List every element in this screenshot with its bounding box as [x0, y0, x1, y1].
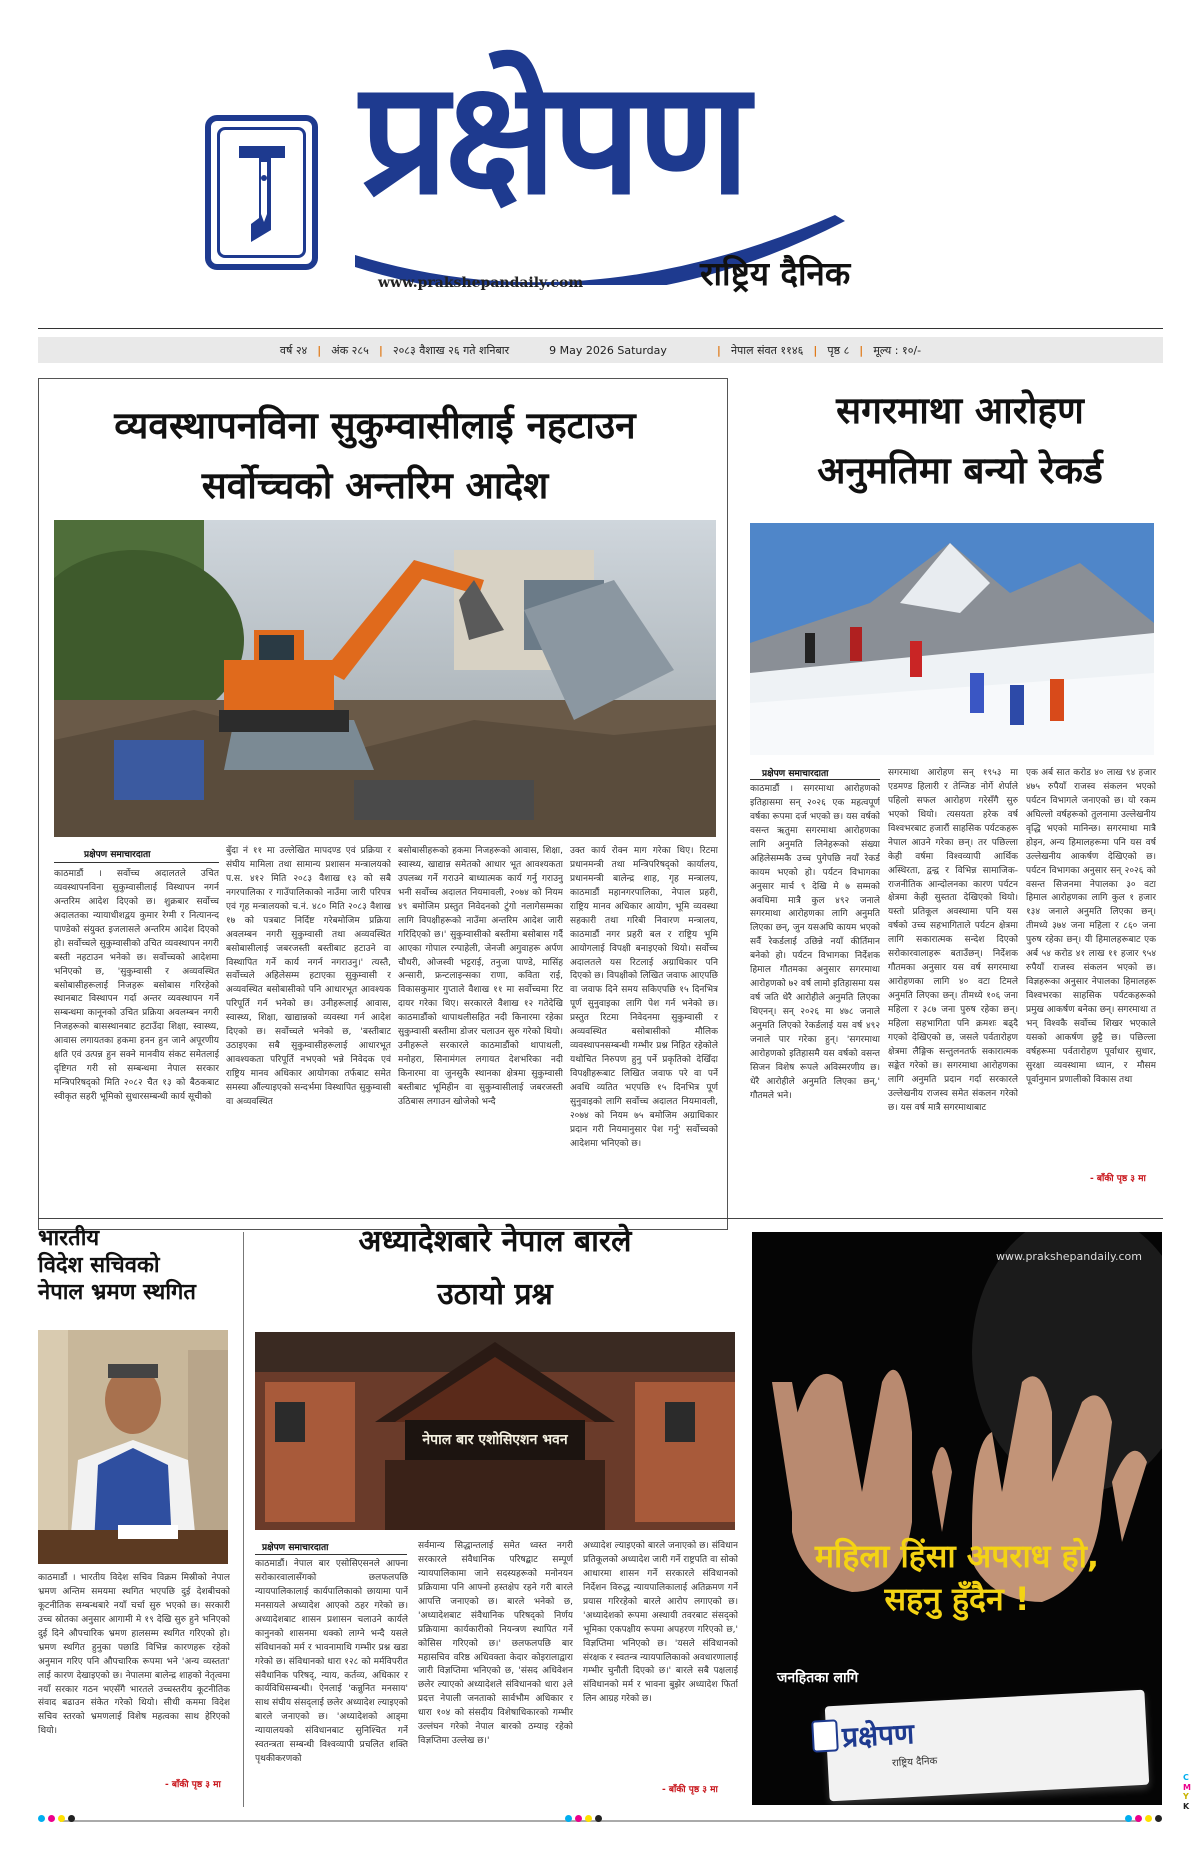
price: मूल्य : १०/- [873, 343, 922, 357]
lead-byline: प्रक्षेपण समाचारदाता [84, 850, 151, 860]
column-rule [243, 1232, 244, 1807]
fs-headline-line2[interactable]: विदेश सचिवको [38, 1252, 160, 1278]
lead-photo-excavator[interactable] [54, 520, 716, 837]
lead-column-4: उक्त कार्य रोक्न माग गरेका थिए। रिटमा प्रधानमन्त्री तथा मन्त्रिपरिषद्को कार्यालय, प्रधानमन्त्री बालेन्द्र शाह, गृह मन्त्रालय, काठमाडौं महानगरपालिका, नेपाल प्रहरी, राष्ट्रिय मानव अधिकार आयोग, भूमि व्यवस्था सहकारी तथा गरिबी निवारण मन्त्रालय, काठमाडौं नगर प्रहरी बल र राष्ट्रिय भूमि आयोगलाई विपक्षी बनाइएको थियो। सर्वोच्च अदालतले यस रिटलाई अग्राधिकार पनि दिएको छ। विपक्षीको लिखित जवाफ आएपछि वा जवाफ दिने समय सकिएपछि १५ दिनभित्र पूर्ण सुनुवाइका लागि पेश गर्न भनेको छ। प्रस्तुत रिटमा निवेदनमा सुकुम्वासी र अव्यवस्थित बसोबासीको मौलिक व्यवस्थापनसम्बन्धी गम्भीर प्रश्न निहित रहेकोले यथोचित निरुपण हुनु पर्ने प्रकृतिको देखिँदा विपक्षीहरूबाट लिखित जवाफ परे वा पर्ने अवधि व्यतित भएपछि १५ दिनभित्र पूर्ण सुनुवाइको लागि सर्वोच्च अदालत नियमावली, २०७४ को नियम ७५ बमोजिम अग्राधिकार प्रदान गरी नियमानुसार पेश गर्नु' सर्वोच्चको आदेशमा भनिएको छ। [570, 846, 718, 1149]
fs-headline-line3[interactable]: नेपाल भ्रमण स्थगित [38, 1279, 196, 1305]
newspaper-logo-icon [811, 1719, 839, 1752]
separator: | [716, 343, 721, 357]
everest-headline-line2[interactable]: अनुमतिमा बन्यो रेकर्ड [817, 448, 1103, 492]
separator: | [317, 343, 322, 357]
public-service-ad[interactable] [752, 1232, 1162, 1805]
everest-column-3: एक अर्ब सात करोड ४० लाख ९४ हजार ४७५ रुपैयाँ राजस्व संकलन भएको पर्यटन विभागले जनाएको छ। यो रकम अघिल्लो वर्षहरूको तुलनामा उल्लेखनीय वृद्धि भएको मानिन्छ। सगरमाथा मात्रै होइन, अन्य हिमालहरूमा पनि यस वर्ष उल्लेखनीय आकर्षण देखिएको छ। पर्यटन विभागका अनुसार सन् २०२६ को वसन्त सिजनमा नेपालका ३० वटा हिमाल आरोहणका लागि कुल १ हजार १३४ जनाले अनुमति लिएका छन्। तीमध्ये ३७४ जना महिला र ८६० जना पुरुष रहेका छन्। यी हिमालहरूबाट एक अर्ब ५४ करोड ४१ लाख ११ हजार ९५४ रुपैयाँ राजस्व संकलन भएको छ। विज्ञहरूका अनुसार नेपालका हिमालहरू विश्वभरका साहसिक पर्यटकहरूको प्रमुख आकर्षण बनेका छन्। सगरमाथा त भन् विश्वकै सर्वोच्च शिखर भएकाले यसको आकर्षण छुट्टै छ। पछिल्ला वर्षहरूमा पर्वतारोहण पूर्वाधार सुधार, सुरक्षा व्यवस्थामा ध्यान, र मौसम पूर्वानुमान प्रणालीको विकास तथा [1026, 768, 1156, 1085]
ordinance-headline[interactable]: अध्यादेशबारे नेपाल बारले [358, 1224, 632, 1259]
ad-paper-title: प्रक्षेपण [841, 1717, 916, 1754]
bar-association-photo[interactable] [255, 1332, 735, 1530]
issue-number: अंक २८५ [331, 343, 369, 357]
registration-marks-icon [1125, 1815, 1162, 1822]
cmyk-label: C M Y K [1183, 1773, 1191, 1811]
byline-rule [54, 862, 219, 863]
lead-column-3: बसोबासीहरूको हकमा निजहरूको आवास, शिक्षा, स्वास्थ्य, खाद्यान्न समेतको आधार भूत आवश्यकता उपलब्ध गर्ने गराउने बाध्यात्मक कार्य गर्नु गराउनु भनी सर्वोच्च अदालत नियमावली, २०७४ को नियम ४९ बमोजिम प्रस्तुत निवेदनको टुंगो नलागेसम्मका लागि विपक्षीहरूको नाउँमा अन्तरिम आदेश जारी गरिदिएको छ।' सुकुम्वासीको बस्तीमा बसोबास गर्दै आएका गोपाल रन्पाहेली, जेनजी अगुवाहरू अर्पण चौधरी, ओजस्वी भट्टराई, तनुजा पाण्डे, मासिंह अन्सारी, फ्रन्टलाइन्सका राणा, कविता राई, विकासकुमार गुप्ताले वैशाख ११ मा सर्वोच्चमा रिट दायर गरेका थिए। सरकारले वैशाख १२ गतेदेखि काठमाडौंको थापाथलीसहित नदी किनारमा रहेका सुकुम्वासी बस्तीमा डोजर चलाउन सुरु गरेको थियो। उनीहरूले सरकारले काठमाडौंको थापाथली, मनोहरा, सिनामंगल लगायत देशभरिका नदी किनारमा वा जुनसुकै स्थानका क्षेत्रमा सुकुम्वासी बस्तीबाट भूमिहीन वा सुकुम्वासीलाई जबरजस्ती उठिबास लगाउन खोजेको भन्दै [398, 846, 563, 1107]
everest-headline[interactable]: सगरमाथा आरोहण [836, 388, 1084, 432]
ordinance-column-3: अध्यादेश ल्याइएको बारले जनाएको छ। संविधान प्रतिकूलको अध्यादेश जारी गर्ने राष्ट्रपति वा सोको आधारमा शासन गर्ने सरकारले संविधानको निर्देशन विरुद्ध न्यायपालिकालाई अतिक्रमण गर्ने प्रयास गरिरहेको बारले आरोप लगाएको छ। 'अध्यादेशको रूपमा अस्थायी तवरबाट संसद्को भूमिका एकपक्षीय रूपमा अपहरण गरिएको छ,' विज्ञप्तिमा भनिएको छ। 'यसले संविधानको संरक्षक र स्वतन्त्र न्यायपालिकाको अवधारणालाई गम्भीर चुनौती दिएको छ।' बारले सबै पक्षलाई संविधानको मर्म र भावना बुझेर अध्यादेश फिर्ता लिन आग्रह गरेको छ। [583, 1541, 738, 1705]
masthead [0, 0, 1200, 330]
ad-date: 9 May 2026 Saturday [549, 343, 667, 357]
brand-url[interactable]: www.prakshepandaily.com [378, 275, 584, 291]
ordinance-continued[interactable]: - बाँकी पृष्ठ ३ मा [662, 1785, 718, 1795]
ordinance-column-2: सर्वमान्य सिद्धान्तलाई समेत ध्वस्त नगरी सरकारले संवैधानिक परिषद्बाट सम्पूर्ण न्यायपालिकामा जाने सदस्यहरूको मनोनयन प्रक्रियामा पनि आफ्नो हस्तक्षेप रहने गरी बारले आपत्ति जनाएको छ। बारले भनेको छ, 'अध्यादेशबाट संवैधानिक परिषद्को निर्णय प्रक्रियामा कार्यकारीको नियन्त्रण स्थापित गर्ने कोसिस गरिएको छ।' छलफलपछि बार महासचिव वरिष्ठ अधिवक्ता केदार कोइरालाद्वारा जारी विज्ञप्तिमा भनिएको छ, 'संसद अधिवेशन छलेर ल्याएको अध्यादेशले संविधानको धारा ३ले प्रदत्त नेपाली जनताको सार्वभौम अधिकार र धारा १०४ को संसदीय विशेषाधिकारको गम्भीर उल्लंघन गरेको नेपाल बारको ठम्याइ रहेको विज्ञप्तिमा उल्लेख छ।' [418, 1541, 573, 1747]
bs-date: २०८३ वैशाख २६ गते शनिबार [392, 343, 510, 357]
everest-photo-climbers[interactable] [750, 523, 1154, 755]
registration-marks-icon [38, 1815, 75, 1822]
nepal-sambat: नेपाल संवत ११४६ [730, 343, 804, 357]
section-divider [38, 1218, 1163, 1219]
registration-marks-icon [565, 1815, 602, 1822]
volume-year: वर्ष २४ [279, 343, 308, 357]
brand-tagline: राष्ट्रिय दैनिक [700, 254, 851, 293]
pen-nib-icon [217, 127, 306, 258]
separator: | [859, 343, 864, 357]
byline-rule [750, 779, 880, 780]
everest-column-1: काठमाडौं । सगरमाथा आरोहणको इतिहासमा सन् २०२६ एक महत्वपूर्ण वर्षका रूपमा दर्ज भएको छ। यस वर्षको वसन्त ऋतुमा सगरमाथा आरोहणका लागि अनुमति लिनेहरूको संख्या अहिलेसम्मकै उच्च पुगेपछि नयाँ रेकर्ड कायम भएको हो। पर्यटन विभागका अनुसार मार्च ९ देखि मे ७ सम्मको अवधिमा मात्रै कुल ४९२ जनाले सगरमाथा आरोहणका लागि अनुमति लिएका छन्, जुन यसअघि कायम भएको सर्वै रेकर्डलाई उछिन्ने नयाँ कीर्तिमान बनेको हो। पर्यटन विभागका निर्देशक हिमाल गौतमका अनुसार सगरमाथा आरोहणको ७२ वर्ष लामो इतिहासमा यस वर्ष जति धेरै आरोहीले अनुमति लिएका थिएनन्। सन् २०२६ मा ४७८ जनाले अनुमति लिएको रेकर्डलाई यस वर्ष ४९२ जनाले पार गरेका हुन्। 'सगरमाथा आरोहणको इतिहासमै यस वर्षको वसन्त सिजन विशेष रूपले अविस्मरणीय छ। धेरै आरोहीले अनुमति लिएका छन्,' गौतमले भने। [750, 784, 880, 1101]
brand-title[interactable]: प्रक्षेपण [360, 46, 747, 229]
ad-label: जनहितका लागि [777, 1670, 859, 1686]
page-number: पृष्ठ ८ [827, 343, 850, 357]
ad-slogan-line2: सहनु हुँदैन ! [884, 1580, 1030, 1618]
fs-continued[interactable]: - बाँकी पृष्ठ ३ मा [165, 1780, 221, 1790]
ad-paper-subtitle: राष्ट्रिय दैनिक [891, 1755, 938, 1770]
separator: | [378, 343, 383, 357]
lead-column-1: काठमाडौं । सर्वोच्च अदालतले उचित व्यवस्थापनविना सुकुम्वासीलाई विस्थापन नगर्न अन्तरिम आदेश दिएको छ। शुक्रबार सर्वोच्च अदालतका न्यायाधीशद्वय कुमार रेग्मी र नित्यानन्द पाण्डेको संयुक्त इजलासले अन्तरिम आदेश दिएको हो। सर्वोच्चले सुकुम्वासीको उचित व्यवस्थापन नगरी बस्ती नहटाउन भनेको छ। सर्वोच्चको आदेशमा भनिएको छ, 'सुकुम्वासी र अव्यवस्थित बसोबासीहरूलाई निजहरू बसोबास गरिरहेको स्थानबाट विस्थापन गर्दा अन्तर व्यवस्थापन गर्ने सम्बन्धमा कानूनको उचित प्रक्रिया अवलम्बन नगरी निजहरूको बासस्थानबाट हटाउँदा शिक्षा, स्वास्थ्य, आवास लगायतका हकमा हनन हुन जाने अपूरणीय क्षति एवं उत्पन्न हुन सक्ने मानवीय संकट समेतलाई दृष्टिगत गरी सो सम्बन्धमा नेपाल सरकार मन्त्रिपरिषद्को मिति २०८२ चैत १३ को बैठकबाट स्वीकृत सहरी भूमिको सुधारसम्बन्धी कार्य सूचीको [54, 869, 219, 1102]
ordinance-headline-line2[interactable]: उठायो प्रश्न [437, 1277, 553, 1312]
byline-rule [255, 1554, 407, 1555]
lead-headline[interactable]: व्यवस्थापनविना सुकुम्वासीलाई नहटाउन [114, 403, 636, 447]
foreign-secretary-photo[interactable] [38, 1330, 228, 1564]
ad-url[interactable]: www.prakshepandaily.com [995, 1250, 1142, 1263]
bar-building-sign: नेपाल बार एशोसिएशन भवन [422, 1432, 568, 1448]
ordinance-byline: प्रक्षेपण समाचारदाता [262, 1543, 329, 1553]
lead-headline-line2[interactable]: सर्वोच्चको अन्तरिम आदेश [201, 463, 549, 507]
fs-headline[interactable]: भारतीय [38, 1225, 100, 1251]
everest-column-2: सगरमाथा आरोहण सन् १९५३ मा एडमण्ड हिलारी र तेन्जिङ नोर्गे शेर्पाले पहिलो सफल आरोहण गरेसँगै सुरु भएको थियो। त्यसयता हरेक वर्ष विश्वभरबाट हजारौं साहसिक पर्यटकहरू नेपाल आउने गरेका छन्। तर पछिल्ला केही वर्षमा विश्वव्यापी आर्थिक अस्थिरता, द्वन्द्व र विभिन्न सामाजिक-राजनीतिक आन्दोलनका कारण पर्यटन क्षेत्रमा केही सुस्तता देखिएको थियो। यस्तो प्रतिकूल अवस्थामा पनि यस वर्षको उच्च सहभागिताले पर्यटन क्षेत्रमा लागि सकारात्मक सन्देश दिएको सरोकारवालाहरू बताउँछन्। निर्देशक गौतमका अनुसार यस वर्ष सगरमाथा आरोहणका लागि ४० वटा टिमले अनुमति लिएका छन्। तीमध्ये १०६ जना महिला र ३८७ जना पुरुष रहेका छन्। महिला सहभागिता पनि क्रमशः बढ्दै गएको देखिएको छ, जसले पर्वतारोहण क्षेत्रमा लैङ्गिक सन्तुलनतर्फ सकारात्मक सङ्केत गरेको छ। सगरमाथा आरोहणका लागि अनुमति प्रदान गर्दा सरकारले उल्लेखनीय राजस्व समेत संकलन गरेको छ। यस वर्ष मात्रै सगरमाथाबाट [888, 768, 1018, 1113]
datebar-rule [38, 328, 1163, 329]
date-bar [38, 337, 1163, 363]
separator: | [813, 343, 818, 357]
logo-emblem[interactable] [205, 115, 318, 270]
ordinance-column-1: काठमाडौं। नेपाल बार एसोसिएसनले आफ्ना सरोकारवालासँगको छलफलपछि न्यायपालिकालाई कार्यपालिकाको छायामा पार्ने मनसायले अध्यादेश आएको ठहर गरेको छ। अध्यादेशबाट शासन प्रशासन चलाउने कार्यले कानुनको शासनमा धक्को लाग्ने भन्दै यसले संविधानको मर्म र भावनामाथि गम्भीर प्रश्न खडा गरेको छ। संविधानको धारा १२८ को मर्मविपरीत संवैधानिक परिषद्, न्याय, कर्तव्य, अधिकार र कार्यविधिसम्बन्धी। ऐनलाई 'कन्नुनित मनसाय' साथ संघीय संसद्लाई छलेर अध्यादेश ल्याइएको बारले जनाएको छ। 'अध्यादेशको आड्मा न्यायालयको संविधानबाट सुनिश्चित गर्ने स्वतन्त्रता सम्बन्धी विश्वव्यापी प्रचलित शक्ति पृथकीकरणको [255, 1559, 408, 1765]
ad-slogan: महिला हिंसा अपराध हो, [814, 1537, 1100, 1575]
everest-byline: प्रक्षेपण समाचारदाता [762, 769, 829, 779]
everest-continued[interactable]: - बाँकी पृष्ठ ३ मा [1090, 1174, 1146, 1184]
lead-column-2: बुँदा नं ११ मा उल्लेखित मापदण्ड एवं प्रक्रिया र संघीय मामिला तथा सामान्य प्रशासन मन्त्रालयको प.स. ४१२ मिति २०८३ वैशाख १३ को सबै नगरपालिका र गाउँपालिकाको नाउँमा जारी परिपत्र एवं गृह मन्त्रालयको च.नं. ४८० मिति २०८३ वैशाख १७ को पत्रबाट निर्दिष्ट गरेबमोजिम प्रक्रिया अवलम्बन नगरी सुकुम्वासी तथा अव्यवस्थित बसोबासीलाई जबरजस्ती बस्तीबाट हटाउने वा विस्थापित गर्ने कार्य नगर्न नगराउनु।' त्यस्तै, सर्वोच्चले अहिलेसम्म हटाएका सुकुम्वासी र अव्यवस्थित बसोबासीको पनि आधारभूत आवश्यक परिपूर्ति गर्न भनेको छ। उनीहरूलाई आवास, स्वास्थ्य, शिक्षा, खाद्यान्नको व्यवस्था गर्न आदेश दिएको छ। सर्वोच्चले भनेको छ, 'बस्तीबाट उठाइएका सबै सुकुम्वासीहरूलाई आधारभूत आवश्यकता परिपूर्ति नभएको भन्ने निवेदक एवं राष्ट्रिय मानव अधिकार आयोगका तर्फबाट समेत समस्या औंल्याइएको सन्दर्भमा विस्थापित सुकुम्वासी वा अव्यवस्थित [226, 846, 391, 1107]
fs-text: काठमाडौं । भारतीय विदेश सचिव विक्रम मिस्रीको नेपाल भ्रमण अन्तिम समयमा स्थगित भएपछि दुई देशबीचको कूटनीतिक सम्बन्धबारे नयाँ चर्चा सुरु भएको छ। सरकारी उच्च स्रोतका अनुसार आगामी मे १९ देखि सुरु हुने भनिएको दुई दिने औपचारिक भ्रमण हालसम्म स्थगित गरिएको हो। भ्रमण स्थगित हुनुका पछाडि विभिन्न कारणहरू रहेको अनुमान गरिए पनि औपचारिक रूपमा भने 'अन्य व्यस्तता' लाई कारण देखाइएको छ। नेपालमा बालेन्द्र शाहको नेतृत्वमा नयाँ सरकार गठन भएसँगै भारतले उच्चस्तरीय कूटनीतिक संवाद बढाउन संकेत गरेको थियो। सीधी कममा विदेश सचिव स्तरको भ्रमणलाई विशेष महत्वका साथ हेरिएको थियो। [38, 1573, 230, 1737]
